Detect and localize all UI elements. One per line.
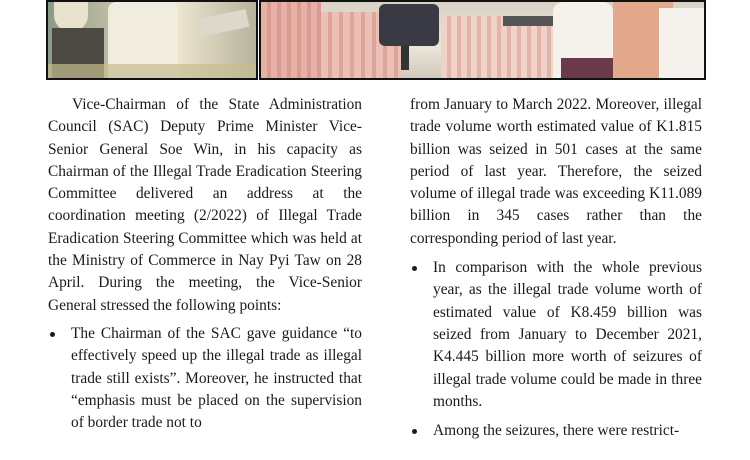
article-column-left <box>48 94 362 434</box>
list-item <box>410 257 702 413</box>
bullet-text: The Chairman of the SAC gave guidance “to effectively speed up the illegal trade as illegal trade still exists”. Moreover, he instructed that “emphasis must be placed on the supervision of border trade not to <box>71 324 362 432</box>
list-item <box>48 323 362 434</box>
list-item <box>410 420 702 442</box>
article-intro-paragraph: Vice-Chairman of the State Administration Council (SAC) Deputy Prime Minister Vice-Senior General Soe Win, in his capacity as Chairman of the Illegal Trade Eradication Steering Committee delivered an address at the coordination meeting (2/2022) of Illegal Trade Eradication Steering Committee which was held at the Ministry of Commerce in Nay Pyi Taw on 28 April. During the meeting, the Vice-Senior General stressed the following points: <box>48 96 362 314</box>
bullet-list <box>48 323 362 434</box>
bullet-list <box>410 257 702 442</box>
photo-strip <box>46 0 706 84</box>
continuation-paragraph: from January to March 2022. Moreover, illegal trade volume worth estimated value of K1.815 billion was seized in 501 cases at the same period of last year. Therefore, the seized volume of illegal trade was exceeding K11.089 billion in 345 cases rather than the corresponding period of last year. <box>410 96 702 247</box>
bullet-icon <box>50 332 55 337</box>
bullet-text: Among the seizures, there were restrict- <box>433 422 680 440</box>
meeting-photo-right <box>259 0 706 80</box>
article-column-right <box>410 94 702 442</box>
meeting-photo-left <box>46 0 258 80</box>
bullet-icon <box>412 429 417 434</box>
bullet-text: In comparison with the whole previous year, as the illegal trade volume worth of estimated value of K8.459 billion was seized from January to December 2021, K4.445 billion more worth of seizures of illegal trade volume could be made in three months. <box>433 259 702 410</box>
bullet-icon <box>412 266 417 271</box>
